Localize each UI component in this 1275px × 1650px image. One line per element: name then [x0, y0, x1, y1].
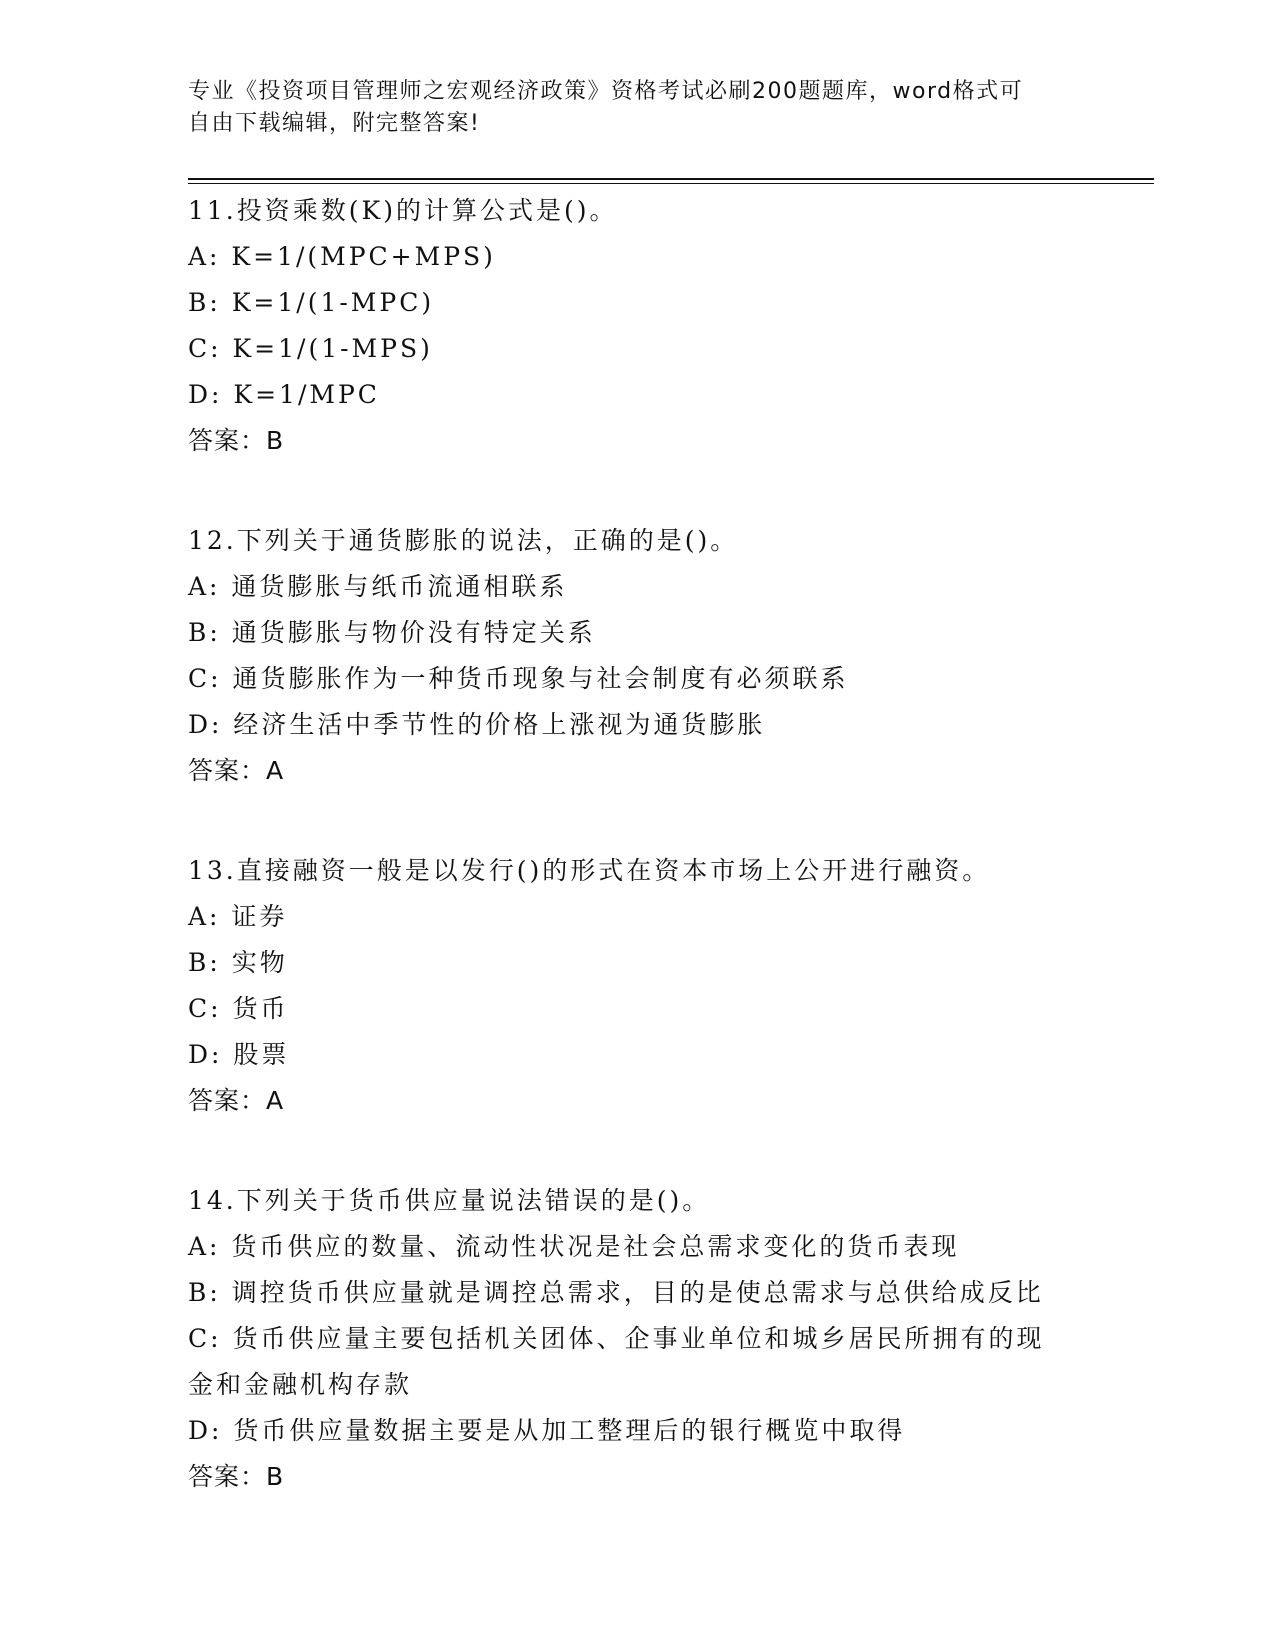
option-c: C: 通货膨胀作为一种货币现象与社会制度有必须联系 — [188, 664, 849, 693]
answer: 答案：B — [188, 1462, 285, 1491]
option-b: B: 通货膨胀与物价没有特定关系 — [188, 618, 596, 647]
question-14 — [188, 1178, 1088, 1500]
question-11 — [188, 188, 1088, 464]
option-d: D: 股票 — [188, 1040, 290, 1069]
option-b: B: 调控货币供应量就是调控总需求，目的是使总需求与总供给成反比 — [188, 1278, 1044, 1307]
option-a: A: K=1/(MPC+MPS) — [188, 242, 496, 271]
header-line-1: 专业《投资项目管理师之宏观经济政策》资格考试必刷200题题库，word格式可 — [188, 79, 1024, 104]
question-gap — [188, 794, 1088, 848]
option-b: B: 实物 — [188, 948, 288, 977]
header-rule-thin — [188, 183, 1154, 184]
question-gap — [188, 464, 1088, 518]
option-d: D: 经济生活中季节性的价格上涨视为通货膨胀 — [188, 710, 766, 739]
header-rule-thick — [188, 178, 1154, 180]
option-c-continued: 金和金融机构存款 — [188, 1370, 413, 1399]
option-c: C: 货币供应量主要包括机关团体、企事业单位和城乡居民所拥有的现 — [188, 1324, 1045, 1353]
question-stem: 11.投资乘数(K)的计算公式是()。 — [188, 196, 618, 225]
answer: 答案：A — [188, 1086, 285, 1115]
option-b: B: K=1/(1-MPC) — [188, 288, 435, 317]
question-stem: 12.下列关于通货膨胀的说法，正确的是()。 — [188, 526, 739, 555]
question-gap — [188, 1124, 1088, 1178]
option-d: D: 货币供应量数据主要是从加工整理后的银行概览中取得 — [188, 1416, 906, 1445]
document-header — [188, 76, 1088, 140]
question-13 — [188, 848, 1088, 1124]
option-a: A: 证券 — [188, 902, 288, 931]
question-list — [188, 188, 1088, 1500]
option-c: C: K=1/(1-MPS) — [188, 334, 433, 363]
header-line-2: 自由下载编辑，附完整答案! — [188, 111, 481, 136]
answer: 答案：B — [188, 426, 285, 455]
option-d: D: K=1/MPC — [188, 380, 380, 409]
answer: 答案：A — [188, 756, 285, 785]
option-a: A: 通货膨胀与纸币流通相联系 — [188, 572, 568, 601]
question-12 — [188, 518, 1088, 794]
question-stem: 14.下列关于货币供应量说法错误的是()。 — [188, 1186, 711, 1215]
question-stem: 13.直接融资一般是以发行()的形式在资本市场上公开进行融资。 — [188, 856, 991, 885]
option-a: A: 货币供应的数量、流动性状况是社会总需求变化的货币表现 — [188, 1232, 960, 1261]
option-c: C: 货币 — [188, 994, 289, 1023]
